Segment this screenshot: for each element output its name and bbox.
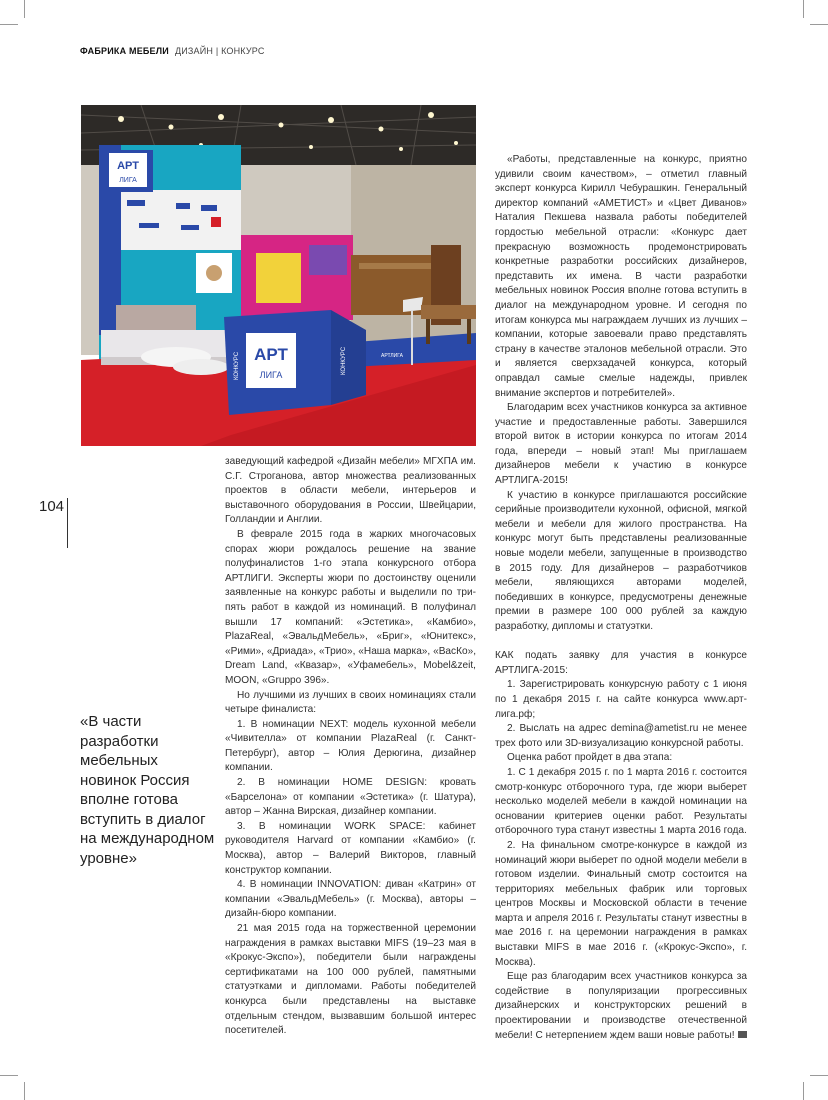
counter-side-text-right: КОНКУРС: [341, 346, 347, 375]
running-header: [80, 46, 265, 56]
crop-mark: [24, 1082, 25, 1100]
article-column-right: [495, 153, 747, 1043]
floor-strip-text: АРТЛИГА: [381, 353, 403, 359]
paragraph: В феврале 2015 года в жарких многочасовых спорах жюри рождалось решение на звание полуфиналистов 1-го этапа конкурсного отбора АРТЛИГИ. Эксперты жюри по достоинству оценили заявленные на конкурс работы и выделили по три-пять работ в каждой из номинаций. В полуфинал вышли 17 компаний: «Эстетика», «Камбио», PlazaReal, «ЭвальдМебель», «Бриг», «Юнитекс», «Рими», «Дриада», «Трио», «Наша марка», «ВасКо», Dream Land, «Квазар», «Уфамебель», Mobel&zeit, MOON, «Gruppo 396».: [225, 528, 476, 686]
page-number-rule: [67, 498, 68, 548]
paragraph: заведующий кафедрой «Дизайн мебели» МГХПА им. С.Г. Строганова, автор множества реализованных проектов в области мебели, интерьеров и выставочного оборудования в России, Швейцарии, Голландии и Англии.: [225, 456, 476, 526]
crop-mark: [803, 0, 804, 18]
paragraph: Но лучшими из лучших в своих номинациях стали четыре финалиста:: [225, 689, 476, 716]
paragraph: 3. В номинации WORK SPACE: кабинет руководителя Harvard от компании «Камбио» (г. Москва), автор – Валерий Викторов, главный конструктор компании.: [225, 820, 476, 876]
end-of-article-icon: [738, 1031, 747, 1038]
crop-mark: [0, 1075, 18, 1076]
crop-mark: [810, 24, 828, 25]
magazine-title: ФАБРИКА МЕБЕЛИ: [80, 46, 169, 56]
paragraph: «Работы, представленные на конкурс, приятно удивили своим качеством», – отметил главный эксперт конкурса Кирилл Чебурашкин. Генеральный директор компаний «АМЕТИСТ» и «Цвет Диванов» Наталия Пекшева назвала работы победителей гордостью мебельной отрасли: «Конкурс дает прекрасную возможность продемонстрировать конкретные разработки российских дизайнеров, представить их имена. В части разработки мебельных новинок Россия вполне готова вступить в диалог на международном уровне. И сегодня по итогам конкурса мы награждаем лучших из лучших – компании, которые завоевали право представлять страну в качестве эталонов мебельной отрасли. Это и является сверхзадачей конкурса, который оправдал самые смелые надежды, привлек внимание экспертов и потребителей».: [495, 154, 747, 399]
crop-mark: [24, 0, 25, 18]
paragraph: 21 мая 2015 года на торжественной церемонии награждения в рамках выставки MIFS (19–23 мая в «Крокус-Экспо»), победители были награждены сертификатами на 100 000 рублей, памятными статуэтками и дипломами. Работы победителей конкурса были представлены на выставке отдельным стендом, вызвавшим большой интерес посетителей.: [225, 923, 476, 1037]
pull-quote: «В части разработки мебельных новинок Россия вполне готова вступить в диалог на международном уровне»: [80, 713, 215, 867]
paragraph: 2. В номинации HOME DESIGN: кровать «Барселона» от компании «Эстетика» (г. Шатура), автор – Жанна Вирская, дизайнер компании.: [225, 777, 476, 818]
paragraph: 2. Выслать на адрес demina@ametist.ru не менее трех фото или 3D-визуализацию конкурсной работы.: [495, 723, 747, 749]
paragraph: 1. В номинации NEXT: модель кухонной мебели «Чивителла» от компании PlazaReal (г. Санкт-Петербург), автор – Юлия Дерюгина, дизайнер компании.: [225, 718, 476, 774]
page-number: 104: [39, 498, 65, 515]
section-label: ДИЗАЙН | КОНКУРС: [174, 46, 265, 56]
section-heading: КАК подать заявку для участия в конкурсе АРТЛИГА-2015:: [495, 650, 747, 676]
booth-logo-bottom: ЛИГА: [119, 177, 137, 184]
counter-side-text-left: КОНКУРС: [234, 351, 240, 380]
paragraph: 4. В номинации INNOVATION: диван «Катрин» от компании «ЭвальдМебель» (г. Москва), авторы – дизайн-бюро компании.: [225, 879, 476, 920]
paragraph: [495, 970, 747, 1043]
paragraph: Оценка работ пройдет в два этапа:: [507, 752, 673, 764]
paragraph: Благодарим всех участников конкурса за активное участие и предоставленные работы. Завершился второй виток в истории конкурса по итогам 2014 года, впереди – новый этап! Мы приглашаем дизайнеров мебели к участию в конкурсе АРТЛИГА-2015!: [495, 402, 747, 487]
booth-logo-top: АРТ: [117, 160, 139, 172]
paragraph: К участию в конкурсе приглашаются российские серийные производители кухонной, офисной, мягкой мебели и мебели для жилого пространства. На конкурс могут быть представлены реализованные новые модели мебели, запущенные в производство в 2015 году. Для дизайнеров – разработчиков мебели, являющихся авторами моделей, победивших в конкурсе, предусмотрены денежные премии в размере 100 000 рублей за каждую разработку, дипломы и статуэтки.: [495, 489, 747, 632]
paragraph: 2. На финальном смотре-конкурсе в каждой из номинаций жюри выберет по одной модели мебели в готовом изделии. Финальный смотр состоится на территориях мебельных фабрик или торговых центров Москвы и Московской области в течение марта и апреля 2016 г. Результаты станут известны в мае 2016 г. на церемонии награждения в рамках выставки MIFS в мае 2016 г. («Крокус-Экспо», г. Москва).: [495, 839, 747, 968]
counter-logo-top: АРТ: [254, 345, 288, 364]
article-column-left: [225, 455, 476, 1039]
counter-logo-bottom: ЛИГА: [259, 370, 283, 380]
paragraph: 1. С 1 декабря 2015 г. по 1 марта 2016 г. состоится смотр-конкурс отборочного тура, где жюри выберет несколько моделей мебели в каждой номинации на основании критериев оценки работ. Результаты отборочного тура станут известны 1 марта 2016 года.: [495, 766, 747, 837]
closing-paragraph-text: Еще раз благодарим всех участников конкурса за содействие в популяризации прогрессивных дизайнерских и конструкторских решений в проектировании и производстве отечественной мебели! С нетерпением ждем ваши новые работы!: [495, 971, 747, 1041]
paragraph: 1. Зарегистрировать конкурсную работу с 1 июня по 1 декабря 2015 г. на сайте конкурса www.арт-лига.рф;: [495, 679, 747, 720]
crop-mark: [0, 24, 18, 25]
crop-mark: [810, 1075, 828, 1076]
exhibition-booth-photo: [81, 105, 476, 446]
crop-mark: [803, 1082, 804, 1100]
